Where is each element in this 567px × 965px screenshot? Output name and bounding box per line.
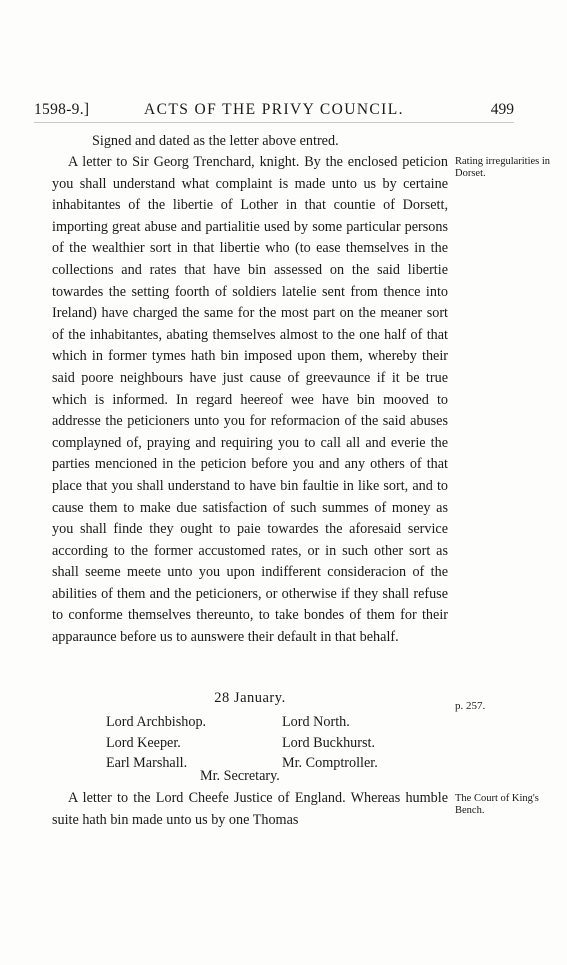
attendee-center [200, 766, 280, 787]
margin-note-kings-bench: The Court of King's Bench. [455, 793, 539, 816]
letter-trenchard [52, 152, 448, 649]
attendee: Mr. Secretary. [200, 768, 280, 784]
letter-chief-justice-text: A letter to the Lord Cheefe Justice of England. Whereas humble suite hath bin made unto us by one Thomas [52, 790, 448, 828]
attendees-left [106, 712, 206, 774]
page-number: 499 [490, 101, 514, 118]
attendee: Lord Keeper. [106, 734, 181, 751]
letter-trenchard-text: A letter to Sir Georg Trenchard, knight. By the enclosed peticion you shall understand what complaint is made unto us by certaine inhabitantes of the libertie of Lother in that countie of Dorsett, importing great abuse and partialitie used by some particular persons of the wealthier sort in that libertie who (to ease themselves in the collections and rates that have bin assessed on the said libertie towardes the setting foorth of soldiers latelie sent from thence into Ireland) have charged the same for the most part on the meaner sort of the inhabitantes, abating themselves almost to the one half of that which in former tymes hath bin imposed upon them, whereby their said poore neighbours have just cause of greevaunce if it be true which is informed. In regard heereof wee have bin mooved to addresse the peticioners unto you for reformacion of the said abuses complayned of, praying and requiring you to call all and everie the parties mencioned in the peticion before you and any others of that place that you shall understand to have bin faultie in like sort, and to cause them to make due satisfaction of such summes of money as you shall finde they ought to paie towardes the aforesaid service according to the former accustomed rates, or in such other sort as shall seeme meete unto you upon indifferent consideracion of the abilities of them and the peticioners, or otherwise if they shall refuse to conforme themselves thereunto, to take bondes of them for their apparaunce before us to aunswere their default in that behalf. [52, 154, 448, 646]
signed-line: Signed and dated as the letter above entred. [92, 133, 339, 149]
attendee: Mr. Comptroller. [282, 755, 378, 771]
margin-note-rating: Rating irregularities in Dorset. [455, 156, 551, 179]
header-date: 1598-9.] [34, 101, 90, 118]
attendee: Lord Archbishop. [106, 714, 207, 730]
page-reference: p. 257. [455, 700, 486, 712]
attendee: Earl Marshall. [106, 755, 188, 771]
header-title: ACTS OF THE PRIVY COUNCIL. [144, 101, 404, 118]
attendee: Lord North. [282, 714, 350, 730]
header-rule [34, 122, 514, 123]
letter-chief-justice [52, 788, 448, 831]
attendee: Lord Buckhurst. [282, 734, 375, 751]
meeting-date: 28 January. [214, 690, 286, 706]
attendees-right [282, 712, 378, 774]
